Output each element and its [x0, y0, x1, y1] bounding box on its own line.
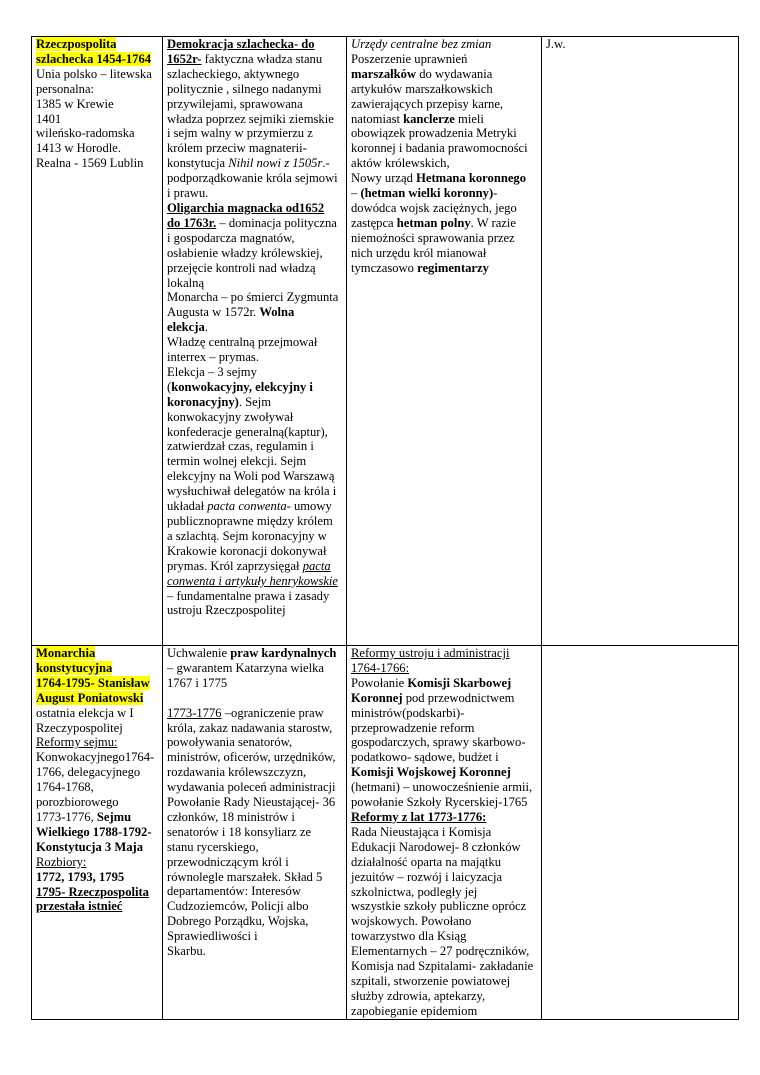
- text-line: 1413 w Horodle.: [36, 141, 121, 156]
- cell-notes: J.w.: [542, 37, 739, 646]
- cell-administration: Reformy ustroju i administracji 1764-1766: Powołanie Komisji Skarbowej Koronnej pod przewodnictwem ministrów(podskarbi)- przeprowadzenie reform gospodarczych, sprawy skarbowo- podatkowo- sądowe, budżet i Komisji Wojskowej Koronnej (hetmani) – unowocześnienie armii, powołanie Szkoły Rycerskiej-1765 Reformy z lat 1773-1776: Rada Nieustająca i Komisja Edukacji Narodowej- 8 członków działalność oparta na majątku jezuitów – rozwój i laicyzacja szkolnictwa, podległy jej wszystkie szkoły publiczne oprócz wojskowych. Powołano towarzystwo dla Ksiąg Elementarnych – 27 podręczników, Komisja nad Szpitalami- zakładanie szpitali, stworzenie powiatowej służby zdrowia, aptekarzy, zapobieganie epidemiom: [347, 646, 542, 1020]
- text-line: 1401: [36, 111, 62, 126]
- text-line: 1385 w Krewie: [36, 96, 114, 111]
- highlighted-title: 1764-1795- Stanisław: [36, 675, 150, 690]
- highlighted-title: August Poniatowski: [36, 690, 144, 705]
- table-row: [32, 646, 739, 1020]
- table-row: [32, 37, 739, 646]
- cell-notes: [542, 646, 739, 1020]
- text-line: personalna:: [36, 81, 95, 96]
- cell-system: Demokracja szlachecka- do 1652r- faktyczna władza stanu szlacheckiego, aktywnego politycznie , silnego nadanymi przywilejami, sprawowana władza poprzez sejmiki ziemskie i sejm walny w przymierzu z królem przeciw magnaterii- konstytucja Nihil nowi z 1505r.- podporządkowanie króla sejmowi i prawu. Oligarchia magnacka od1652 do 1763r. – dominacja polityczna i gospodarcza magnatów, osłabienie władzy królewskiej, przejęcie kontroli nad władzą lokalną Monarcha – po śmierci Zygmunta Augusta w 1572r. Wolna elekcja. Władzę centralną przejmował interrex – prymas. Elekcja – 3 sejmy (konwokacyjny, elekcyjny i koronacyjny). Sejm konwokacyjny zwoływał konfederacje generalną(kaptur), zatwierdzał czas, regulamin i termin wolnej elekcji. Sejm elekcyjny na Woli pod Warszawą wysłuchiwał delegatów na króla i układał pacta conwenta- umowy publicznoprawne między królem a szlachtą. Sejm koronacyjny w Krakowie koronacji dokonywał prymas. Król zaprzysięgał pacta conwenta i artykuły henrykowskie – fundamentalne prawa i zasady ustroju Rzeczpospolitej: [163, 37, 347, 646]
- highlighted-title: Rzeczpospolita: [36, 37, 117, 51]
- highlighted-title: konstytucyjna: [36, 660, 113, 675]
- cell-administration: Urzędy centralne bez zmian Poszerzenie uprawnień marszałków do wydawania artykułów marszałkowskich zawierających przepisy karne, natomiast kanclerze mieli obowiązek prowadzenia Metryki koronnej i badania prawomocności aktów królewskich, Nowy urząd Hetmana koronnego – (hetman wielki koronny)- dowódca wojsk zaciężnych, jego zastępca hetman polny. W razie niemożności sprawowania przez nich urzędu król mianował tymczasowo regimentarzy: [347, 37, 542, 646]
- highlighted-title: szlachecka 1454-1764: [36, 51, 152, 66]
- history-table: [31, 36, 739, 1020]
- highlighted-title: Monarchia: [36, 646, 96, 660]
- text-line: Realna - 1569 Lublin: [36, 156, 144, 171]
- text-line: Unia polsko – litewska: [36, 66, 152, 81]
- cell-period: [32, 37, 163, 646]
- text-line: wileńsko-radomska: [36, 126, 135, 141]
- cell-system: Uchwalenie praw kardynalnych – gwarantem Katarzyna wielka 1767 i 1775 1773-1776 –ograniczenie praw króla, zakaz nadawania starostw, powoływania senatorów, ministrów, oficerów, urzędników, rozdawania królewszczyzn, wydawania poleceń administracji Powołanie Rady Nieustającej- 36 członków, 18 ministrów i senatorów i 18 konsyliarz ze stanu rycerskiego, przewodniczącym król i równolegle marszałek. Skład 5 departamentów: Interesów Cudzoziemców, Policji albo Dobrego Porządku, Wojska, Sprawiedliwości i Skarbu.: [163, 646, 347, 1020]
- cell-period: Monarchia konstytucyjna 1764-1795- Stanisław August Poniatowski ostatnia elekcja w I Rzeczypospolitej Reformy sejmu: Konwokacyjnego1764- 1766, delegacyjnego 1764-1768, porozbiorowego 1773-1776, Sejmu Wielkiego 1788-1792- Konstytucja 3 Maja Rozbiory: 1772, 1793, 1795 1795- Rzeczpospolita przestała istnieć: [32, 646, 163, 1020]
